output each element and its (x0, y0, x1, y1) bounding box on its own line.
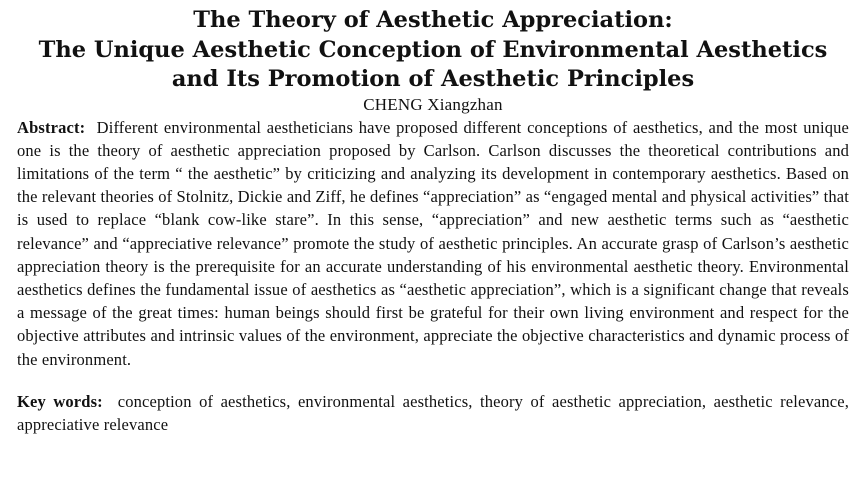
keywords-label: Key words: (17, 391, 103, 411)
abstract-label: Abstract: (17, 117, 86, 137)
author-name: CHENG Xiangzhan (363, 94, 503, 114)
paper-page (17, 6, 849, 436)
keywords-text: conception of aesthetics, environmental aesthetics, theory of aesthetic appreciation, aesthetic relevance, appreciative relevance (17, 391, 849, 434)
paper-title (17, 6, 849, 95)
title-line-3: and Its Promotion of Aesthetic Principles (171, 66, 695, 92)
title-line-1: The Theory of Aesthetic Appreciation: (193, 7, 673, 33)
abstract-text: Different environmental aestheticians have proposed different conceptions of aesthetics, and the most unique one is the theory of aesthetic appreciation proposed by Carlson. Carlson discusses the theoretical contributions and limitations of the term “ the aesthetic” by criticizing and analyzing its development in contemporary aesthetics. Based on the relevant theories of Stolnitz, Dickie and Ziff, he defines “appreciation” as “engaged mental and physical activities” that is used to replace “blank cow-like stare”. In this sense, “appreciation” and new aesthetic terms such as “aesthetic relevance” and “appreciative relevance” promote the study of aesthetic principles. An accurate grasp of Carlson’s aesthetic appreciation theory is the prerequisite for an accurate understanding of his environmental aesthetic theory. Environmental aesthetics defines the fundamental issue of aesthetics as “aesthetic appreciation”, which is a significant change that reveals a message of the great times: human beings should first be grateful for their own living environment and respect for the objective attributes and intrinsic values of the environment, appreciate the objective characteristics and dynamic process of the environment. (17, 117, 849, 369)
title-line-2: The Unique Aesthetic Conception of Environmental Aesthetics (38, 36, 828, 63)
abstract-paragraph (17, 116, 849, 371)
keywords-paragraph (17, 390, 849, 436)
